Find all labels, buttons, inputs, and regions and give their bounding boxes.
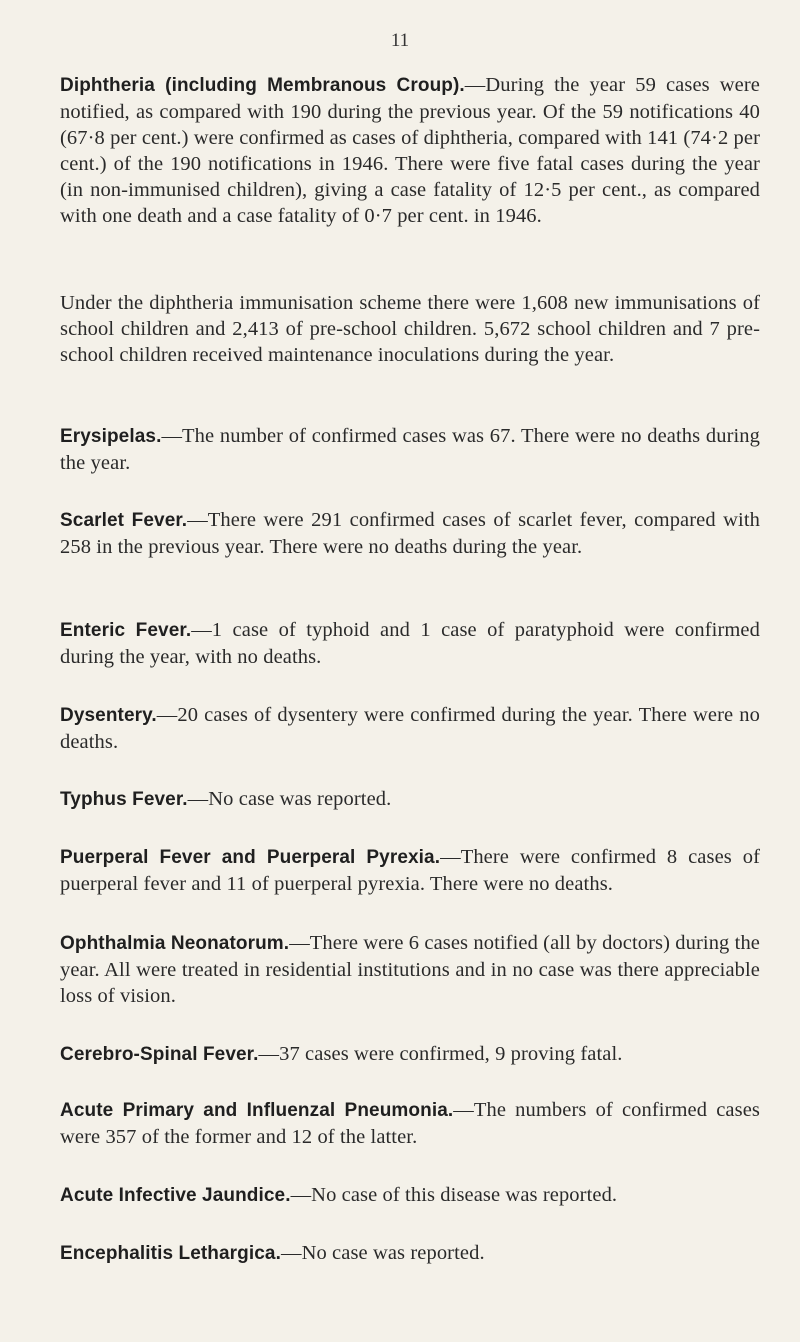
paragraph-diphtheria: [60, 72, 760, 229]
paragraph-text: —No case of this disease was reported.: [290, 1184, 618, 1206]
paragraph-text: —The numbers of confirmed cases were 357 of the former and 12 of the latter.: [60, 1099, 760, 1148]
paragraph-text: —During the year 59 cases were notified, as compared with 190 during the previous year. Of the 59 notifications 40 (67·8 per cent.) were confirmed as cases of diphtheria, compared with 141 (74·2 per cent.) of the 190 notifications in 1946. There were five fatal cases during the year (in non-immunised children), giving a case fatality of 12·5 per cent., as compared with one death and a case fatality of 0·7 per cent. in 1946.: [60, 74, 760, 227]
paragraph-heading: Acute Primary and Influenzal Pneumonia.: [60, 1100, 454, 1121]
paragraph-heading: Diphtheria (including Membranous Croup).: [60, 75, 465, 96]
paragraph-text: —No case was reported.: [280, 1242, 485, 1264]
paragraph-erysipelas: [60, 423, 760, 476]
paragraph-text: —37 cases were confirmed, 9 proving fatal.: [258, 1043, 623, 1065]
page-number: 11: [390, 30, 410, 51]
paragraph-text: —There were 291 confirmed cases of scarlet fever, compared with 258 in the previous year. There were no deaths during the year.: [60, 509, 760, 558]
paragraph-ophthalmia-neonatorum: [60, 930, 760, 1009]
paragraph-heading: Scarlet Fever.: [60, 510, 188, 531]
paragraph-text: —20 cases of dysentery were confirmed during the year. There were no deaths.: [60, 704, 760, 753]
paragraph-text: —No case was reported.: [187, 788, 392, 810]
paragraph-heading: Acute Infective Jaundice.: [60, 1185, 291, 1206]
paragraph-enteric-fever: [60, 617, 760, 670]
paragraph-heading: Ophthalmia Neonatorum.: [60, 933, 290, 954]
paragraph-pneumonia: [60, 1097, 760, 1150]
paragraph-text: —There were confirmed 8 cases of puerperal fever and 11 of puerperal pyrexia. There were no deaths.: [60, 846, 760, 895]
paragraph-text: —The number of confirmed cases was 67. There were no deaths during the year.: [60, 425, 760, 474]
paragraph-encephalitis-lethargica: [60, 1240, 760, 1267]
paragraph-scarlet-fever: [60, 507, 760, 560]
paragraph-heading: Typhus Fever.: [60, 789, 188, 810]
paragraph-puerperal-fever: [60, 844, 760, 897]
paragraph-infective-jaundice: [60, 1182, 760, 1209]
paragraph-typhus-fever: [60, 786, 760, 813]
paragraph-text: —1 case of typhoid and 1 case of paratyphoid were confirmed during the year, with no deaths.: [60, 619, 760, 668]
paragraph-text: —There were 6 cases notified (all by doctors) during the year. All were treated in residential institutions and in no case was there appreciable loss of vision.: [60, 932, 760, 1007]
paragraph-heading: Puerperal Fever and Puerperal Pyrexia.: [60, 847, 441, 868]
paragraph-heading: Erysipelas.: [60, 426, 162, 447]
paragraph-heading: Dysentery.: [60, 705, 157, 726]
paragraph-dysentery: [60, 702, 760, 755]
paragraph-cerebro-spinal-fever: [60, 1041, 760, 1068]
paragraph-heading: Cerebro-Spinal Fever.: [60, 1044, 259, 1065]
paragraph-immunisation: [60, 290, 760, 368]
paragraph-text: Under the diphtheria immunisation scheme there were 1,608 new immunisations of school children and 2,413 of pre-school children. 5,672 school children and 7 pre-school children received maintenance inoculations during the year.: [60, 292, 760, 366]
paragraph-heading: Encephalitis Lethargica.: [60, 1243, 281, 1264]
paragraph-heading: Enteric Fever.: [60, 620, 192, 641]
